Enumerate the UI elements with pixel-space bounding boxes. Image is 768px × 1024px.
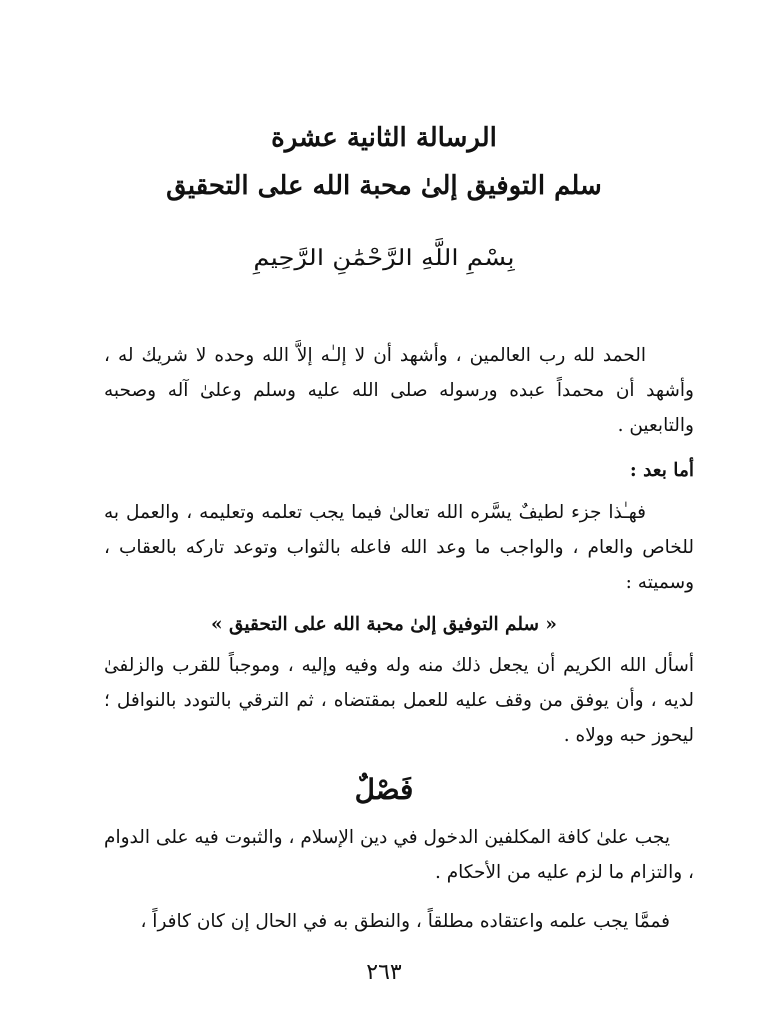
- belief-paragraph: فممَّا يجب علمه واعتقاده مطلقاً ، والنطق به في الحال إن كان كافراً ،: [140, 911, 670, 932]
- book-title-quote: « سلم التوفيق إلىٰ محبة الله على التحقيق »: [211, 614, 557, 635]
- amma-bad-heading: أما بعد :: [629, 460, 694, 481]
- supplication-paragraph: أسأل الله الكريم أن يجعل ذلك منه وله وفيه وإليه ، وموجباً للقرب والزلفىٰ لديه ، وأن يوفق من وقف عليه للعمل بمقتضاه ، ثم الترقي بالتودد بالنوافل ؛ ليحوز حبه وولاه .: [104, 655, 694, 746]
- obligation-paragraph: يجب علىٰ كافة المكلفين الدخول في دين الإسلام ، والثبوت فيه على الدوام ، والتزام ما لزم عليه من الأحكام .: [104, 827, 694, 883]
- basmala-text: بِسْمِ اللَّهِ الرَّحْمَٰنِ الرَّحِيمِ: [253, 245, 515, 271]
- page-number: ٢٦٣: [366, 960, 402, 985]
- epistle-number-title: الرسالة الثانية عشرة: [271, 123, 497, 153]
- opening-praise-paragraph: الحمد لله رب العالمين ، وأشهد أن لا إلـٰه إلاَّ الله وحده لا شريك له ، وأشهد أن محمداً عبده ورسوله صلى الله عليه وسلم وعلىٰ آله وصحبه والتابعين .: [104, 345, 694, 436]
- fasl-section-heading: فَصْلٌ: [354, 773, 414, 806]
- basmala-calligraphy: [0, 238, 768, 278]
- introduction-paragraph: فهـٰذا جزء لطيفٌ يسَّره الله تعالىٰ فيما يجب تعلمه وتعليمه ، والعمل به للخاص والعام ، والواجب ما وعد الله فاعله بالثواب وتوعد تاركه بالعقاب ، وسميته :: [104, 502, 694, 593]
- epistle-main-title: سلم التوفيق إلىٰ محبة الله على التحقيق: [166, 171, 602, 201]
